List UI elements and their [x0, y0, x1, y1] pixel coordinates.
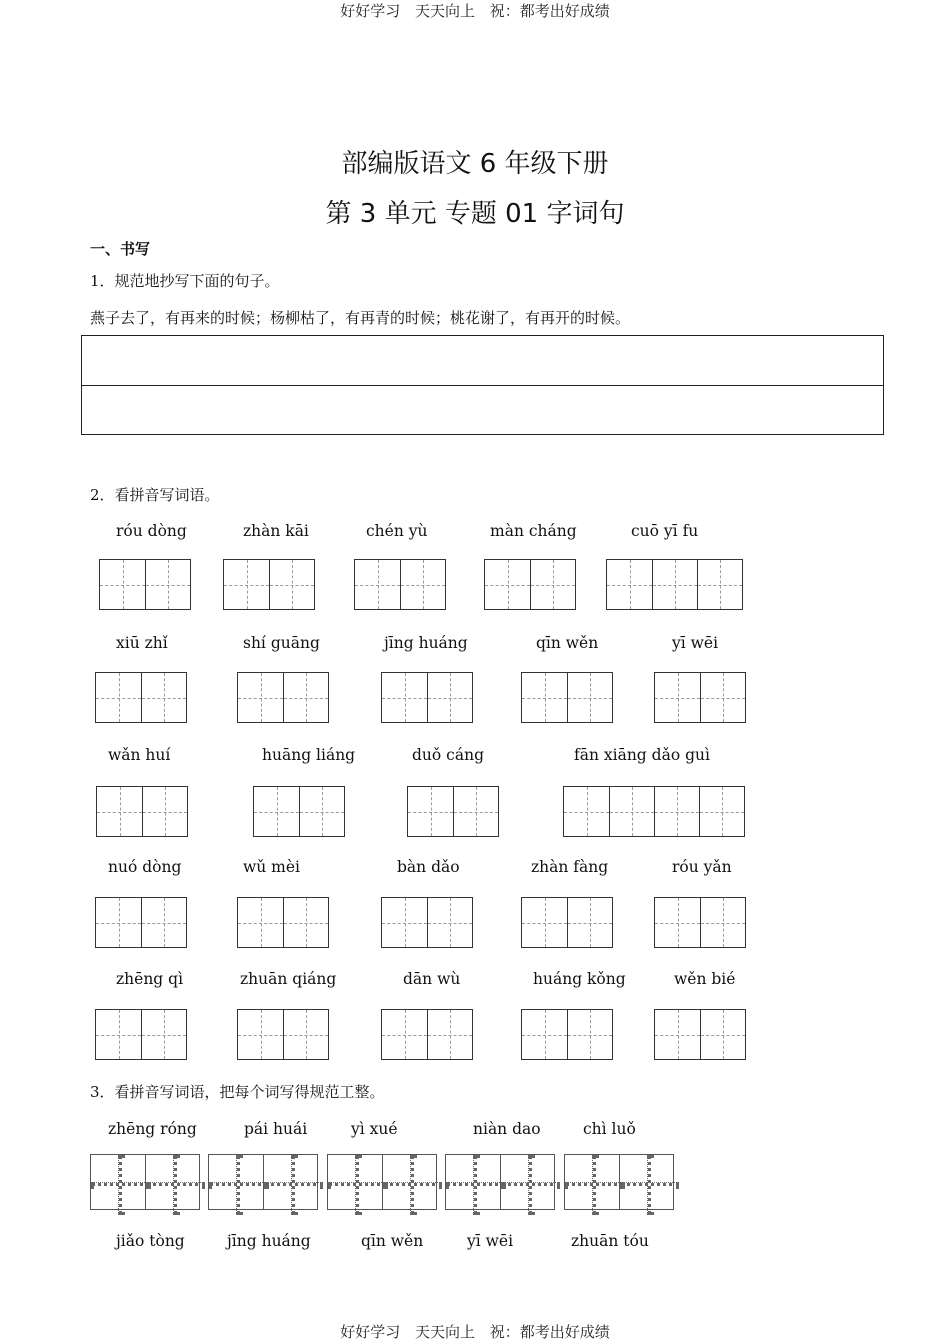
- pinyin-label: huáng kǒng: [533, 970, 626, 988]
- writing-cell[interactable]: [382, 673, 427, 722]
- pinyin-label: jīng huáng: [384, 634, 468, 652]
- answer-grid[interactable]: [99, 559, 191, 610]
- writing-cell[interactable]: [652, 560, 697, 609]
- writing-cell[interactable]: [609, 787, 654, 836]
- pinyin-label: zhuān tóu: [571, 1232, 649, 1250]
- answer-grid[interactable]: [237, 672, 329, 723]
- pinyin-label: dān wù: [403, 970, 461, 988]
- answer-grid[interactable]: [654, 1009, 746, 1060]
- writing-cell[interactable]: [141, 1010, 186, 1059]
- answer-grid[interactable]: [484, 559, 576, 610]
- writing-cell[interactable]: [500, 1155, 554, 1209]
- writing-cell[interactable]: [283, 1010, 328, 1059]
- answer-grid[interactable]: [521, 672, 613, 723]
- copy-sentence: 燕子去了，有再来的时候；杨柳枯了，有再青的时候；桃花谢了，有再开的时候。: [90, 309, 631, 327]
- writing-cell[interactable]: [254, 787, 299, 836]
- question-3: 3．看拼音写词语，把每个词写得规范工整。: [90, 1083, 385, 1101]
- writing-cell[interactable]: [485, 560, 530, 609]
- answer-grid[interactable]: [354, 559, 446, 610]
- question-1: 1．规范地抄写下面的句子。: [90, 272, 280, 290]
- writing-cell[interactable]: [382, 898, 427, 947]
- pinyin-label: duǒ cáng: [412, 746, 484, 764]
- writing-cell[interactable]: [238, 673, 283, 722]
- writing-cell[interactable]: [522, 898, 567, 947]
- pinyin-label: róu yǎn: [672, 858, 732, 876]
- writing-cell[interactable]: [565, 1155, 619, 1209]
- writing-cell[interactable]: [100, 560, 145, 609]
- answer-grid[interactable]: [253, 786, 345, 837]
- answer-grid[interactable]: [95, 672, 187, 723]
- pinyin-label: chén yù: [366, 522, 428, 540]
- writing-cell[interactable]: [453, 787, 498, 836]
- answer-grid[interactable]: [90, 1154, 200, 1210]
- pinyin-label: bàn dǎo: [397, 858, 460, 876]
- writing-cell[interactable]: [607, 560, 652, 609]
- pinyin-label: zhēng róng: [108, 1120, 197, 1138]
- writing-cell[interactable]: [283, 898, 328, 947]
- pinyin-label: fān xiāng dǎo guì: [574, 746, 710, 764]
- answer-grid[interactable]: [564, 1154, 674, 1210]
- pinyin-label: niàn dao: [473, 1120, 541, 1138]
- answer-grid[interactable]: [96, 786, 188, 837]
- writing-cell[interactable]: [700, 673, 745, 722]
- answer-grid[interactable]: [95, 897, 187, 948]
- answer-grid[interactable]: [521, 1009, 613, 1060]
- page-subtitle: 第 3 单元 专题 01 字词句: [325, 199, 625, 229]
- answer-grid[interactable]: [445, 1154, 555, 1210]
- writing-cell[interactable]: [522, 1010, 567, 1059]
- writing-cell[interactable]: [141, 673, 186, 722]
- answer-grid[interactable]: [381, 1009, 473, 1060]
- copy-writing-box[interactable]: [81, 335, 884, 435]
- pinyin-label: jīng huáng: [227, 1232, 311, 1250]
- pinyin-label: qīn wěn: [536, 634, 599, 652]
- pinyin-label: nuó dòng: [108, 858, 182, 876]
- writing-cell[interactable]: [299, 787, 344, 836]
- writing-cell[interactable]: [697, 560, 742, 609]
- answer-grid[interactable]: [327, 1154, 437, 1210]
- answer-grid[interactable]: [208, 1154, 318, 1210]
- writing-cell[interactable]: [263, 1155, 317, 1209]
- pinyin-label: yī wēi: [672, 634, 719, 652]
- answer-grid[interactable]: [654, 672, 746, 723]
- copy-divider: [82, 385, 883, 386]
- writing-cell[interactable]: [145, 1155, 199, 1209]
- writing-cell[interactable]: [328, 1155, 382, 1209]
- answer-grid[interactable]: [223, 559, 315, 610]
- writing-cell[interactable]: [238, 1010, 283, 1059]
- pinyin-label: xiū zhǐ: [116, 634, 168, 652]
- page-header: 好好学习 天天向上 祝：都考出好成绩: [340, 2, 610, 20]
- writing-cell[interactable]: [382, 1155, 436, 1209]
- writing-cell[interactable]: [699, 787, 744, 836]
- writing-cell[interactable]: [145, 560, 190, 609]
- writing-cell[interactable]: [654, 787, 699, 836]
- writing-cell[interactable]: [567, 1010, 612, 1059]
- pinyin-label: jiǎo tòng: [116, 1232, 185, 1250]
- writing-cell[interactable]: [382, 1010, 427, 1059]
- pinyin-label: chì luǒ: [583, 1120, 636, 1138]
- writing-cell[interactable]: [209, 1155, 263, 1209]
- writing-cell[interactable]: [427, 673, 472, 722]
- writing-cell[interactable]: [269, 560, 314, 609]
- writing-cell[interactable]: [283, 673, 328, 722]
- pinyin-label: pái huái: [244, 1120, 308, 1138]
- question-2: 2．看拼音写词语。: [90, 486, 220, 504]
- pinyin-label: zhuān qiáng: [240, 970, 337, 988]
- page-footer: 好好学习 天天向上 祝：都考出好成绩: [340, 1323, 610, 1341]
- writing-cell[interactable]: [96, 898, 141, 947]
- answer-grid[interactable]: [381, 897, 473, 948]
- writing-cell[interactable]: [97, 787, 142, 836]
- pinyin-label: yì xué: [351, 1120, 398, 1138]
- writing-cell[interactable]: [224, 560, 269, 609]
- pinyin-label: zhàn fàng: [531, 858, 609, 876]
- answer-grid[interactable]: [606, 559, 743, 610]
- writing-cell[interactable]: [655, 898, 700, 947]
- answer-grid[interactable]: [563, 786, 745, 837]
- pinyin-label: huāng liáng: [262, 746, 356, 764]
- answer-grid[interactable]: [237, 1009, 329, 1060]
- writing-cell[interactable]: [96, 1010, 141, 1059]
- writing-cell[interactable]: [91, 1155, 145, 1209]
- answer-grid[interactable]: [407, 786, 499, 837]
- pinyin-label: wǔ mèi: [243, 858, 301, 876]
- writing-cell[interactable]: [400, 560, 445, 609]
- pinyin-label: yī wēi: [467, 1232, 514, 1250]
- writing-cell[interactable]: [655, 673, 700, 722]
- answer-grid[interactable]: [381, 672, 473, 723]
- answer-grid[interactable]: [654, 897, 746, 948]
- pinyin-label: zhēng qì: [116, 970, 184, 988]
- writing-cell[interactable]: [408, 787, 453, 836]
- writing-cell[interactable]: [96, 673, 141, 722]
- writing-cell[interactable]: [619, 1155, 673, 1209]
- answer-grid[interactable]: [95, 1009, 187, 1060]
- section-heading: 一、书写: [90, 240, 151, 258]
- writing-cell[interactable]: [564, 787, 609, 836]
- pinyin-label: zhàn kāi: [243, 522, 309, 540]
- pinyin-label: róu dòng: [116, 522, 187, 540]
- pinyin-label: qīn wěn: [361, 1232, 424, 1250]
- pinyin-label: shí guāng: [243, 634, 320, 652]
- writing-cell[interactable]: [655, 1010, 700, 1059]
- writing-cell[interactable]: [567, 898, 612, 947]
- writing-cell[interactable]: [700, 898, 745, 947]
- pinyin-label: cuō yī fu: [631, 522, 699, 540]
- writing-cell[interactable]: [700, 1010, 745, 1059]
- answer-grid[interactable]: [237, 897, 329, 948]
- writing-cell[interactable]: [522, 673, 567, 722]
- writing-cell[interactable]: [427, 898, 472, 947]
- pinyin-label: wěn bié: [674, 970, 736, 988]
- writing-cell[interactable]: [567, 673, 612, 722]
- writing-cell[interactable]: [355, 560, 400, 609]
- pinyin-label: wǎn huí: [108, 746, 171, 764]
- writing-cell[interactable]: [427, 1010, 472, 1059]
- writing-cell[interactable]: [142, 787, 187, 836]
- page-title: 部编版语文 6 年级下册: [341, 149, 609, 179]
- answer-grid[interactable]: [521, 897, 613, 948]
- writing-cell[interactable]: [141, 898, 186, 947]
- writing-cell[interactable]: [530, 560, 575, 609]
- writing-cell[interactable]: [238, 898, 283, 947]
- pinyin-label: màn cháng: [490, 522, 577, 540]
- writing-cell[interactable]: [446, 1155, 500, 1209]
